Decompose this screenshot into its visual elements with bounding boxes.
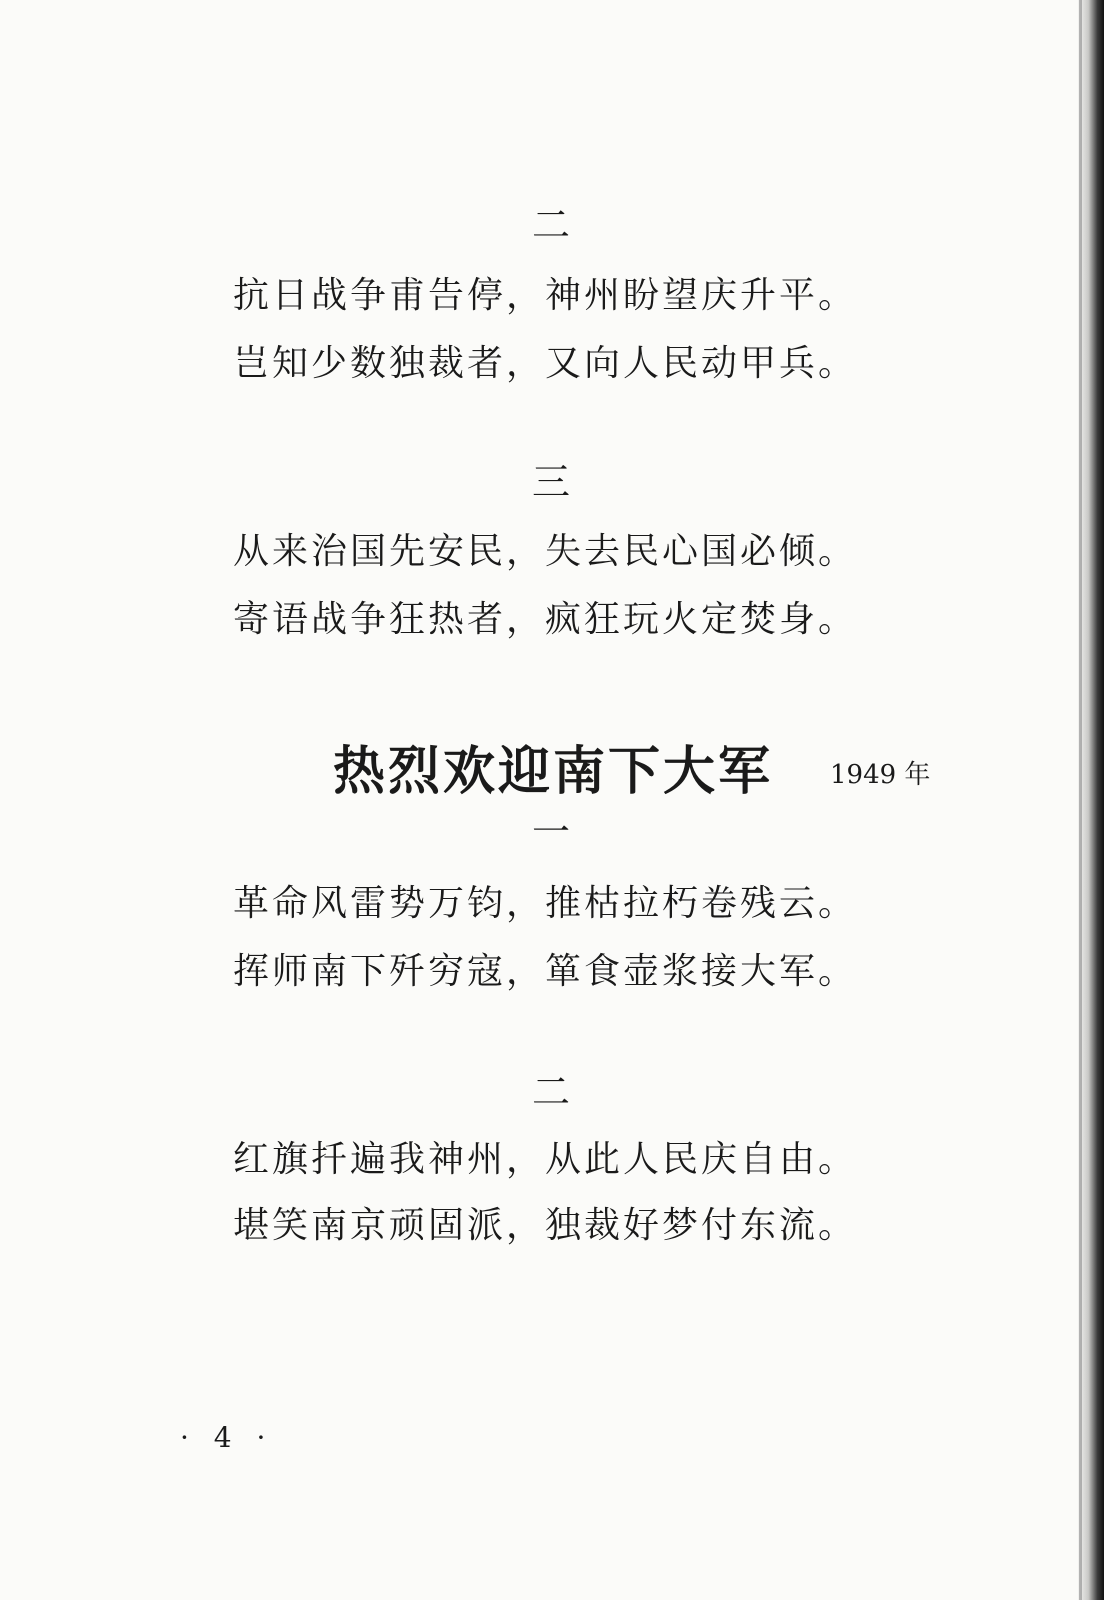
poem-line: 挥师南下歼穷寇，箪食壶浆接大军。 xyxy=(233,951,858,992)
stanza-number: 三 xyxy=(531,460,572,504)
poem-line: 抗日战争甫告停，神州盼望庆升平。 xyxy=(233,275,858,316)
poem-line: 革命风雷势万钧，推枯拉朽卷残云。 xyxy=(233,883,858,924)
poem-line: 岂知少数独裁者，又向人民动甲兵。 xyxy=(233,343,858,384)
poem-year: 1949 年 xyxy=(830,760,931,790)
poem-line: 寄语战争狂热者，疯狂玩火定焚身。 xyxy=(233,599,858,640)
poem-line: 堪笑南京顽固派，独裁好梦付东流。 xyxy=(233,1205,858,1246)
poem-line: 红旗扦遍我神州，从此人民庆自由。 xyxy=(233,1139,858,1180)
stanza-number: 二 xyxy=(531,1070,572,1114)
poem-title: 热烈欢迎南下大军 xyxy=(333,741,774,802)
poem-line: 从来治国先安民，失去民心国必倾。 xyxy=(233,531,858,572)
stanza-number: 一 xyxy=(531,810,572,854)
stanza-number: 二 xyxy=(531,203,572,247)
page-number: · 4 · xyxy=(180,1421,274,1454)
